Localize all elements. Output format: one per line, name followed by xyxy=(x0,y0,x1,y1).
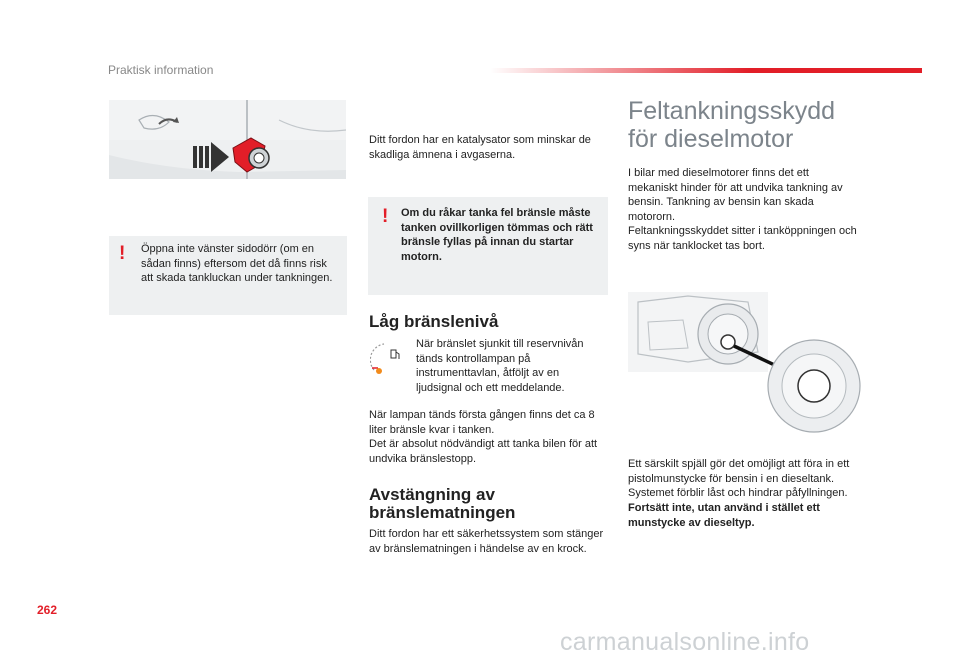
wrong-fuel-warning-text: Om du råkar tanka fel bränsle måste tanken ovillkorligen tömmas och rätt bränsle fyllas på innan du startar motorn. xyxy=(401,207,593,263)
shutoff-title-line1: Avstängning av xyxy=(369,485,495,504)
low-fuel-title: Låg bränslenivå xyxy=(369,312,499,331)
warning-icon: ! xyxy=(382,206,389,227)
header-accent-bar xyxy=(490,68,922,73)
catalyst-text: Ditt fordon har en katalysator som minskar de skadliga ämnena i avgaserna. xyxy=(369,134,591,161)
fuel-flap-illustration xyxy=(109,100,346,179)
warning-icon: ! xyxy=(119,243,126,264)
shutoff-body-text: Ditt fordon har ett säkerhetssystem som stänger av bränslematningen i händelse av en krock. xyxy=(369,528,604,555)
watermark: carmanualsonline.info xyxy=(560,628,810,656)
shutoff-title-line2: bränslematningen xyxy=(369,503,516,522)
misfuel-device-illustration xyxy=(628,292,868,442)
door-warning-text: Öppna inte vänster sidodörr (om en sådan finns) eftersom det då finns risk att skada tankluckan under tankningen. xyxy=(141,243,333,284)
fuel-flap-drawing xyxy=(109,100,346,179)
misfuel-title-line1: Feltankningsskydd xyxy=(628,97,836,125)
section-label: Praktisk information xyxy=(108,63,214,77)
fuel-gauge-icon xyxy=(370,338,406,376)
misfuel-body-2: Feltankningsskyddet sitter i tanköppningen och syns när tanklocket tas bort. xyxy=(628,225,857,252)
door-warning-box xyxy=(109,236,347,315)
misfuel-title-line2: för dieselmotor xyxy=(628,125,794,153)
misfuel-device-drawing xyxy=(628,292,868,442)
low-fuel-lamp-text: När bränslet sjunkit till reservnivån tänds kontrollampan på instrumenttavlan, åtföljt av en ljudsignal och ett meddelande. xyxy=(416,338,584,394)
low-fuel-body-2: Det är absolut nödvändigt att tanka bilen för att undvika bränslestopp. xyxy=(369,438,598,465)
page-number: 262 xyxy=(37,603,58,617)
wrong-fuel-warning-box xyxy=(368,197,608,295)
misfuel-caption-bold: Fortsätt inte, utan använd i stället ett munstycke av dieseltyp. xyxy=(628,502,820,529)
low-fuel-body-1: När lampan tänds första gången finns det ca 8 liter bränsle kvar i tanken. xyxy=(369,409,595,436)
misfuel-body-1: I bilar med dieselmotorer finns det ett mekaniskt hinder för att undvika tankning av bensin. Tankning av bensin kan skada motororn. xyxy=(628,167,843,223)
misfuel-caption: Ett särskilt spjäll gör det omöjligt att föra in ett pistolmunstycke för bensin i en dieseltank. Systemet förblir låst och hindrar påfyllningen. xyxy=(628,458,850,499)
